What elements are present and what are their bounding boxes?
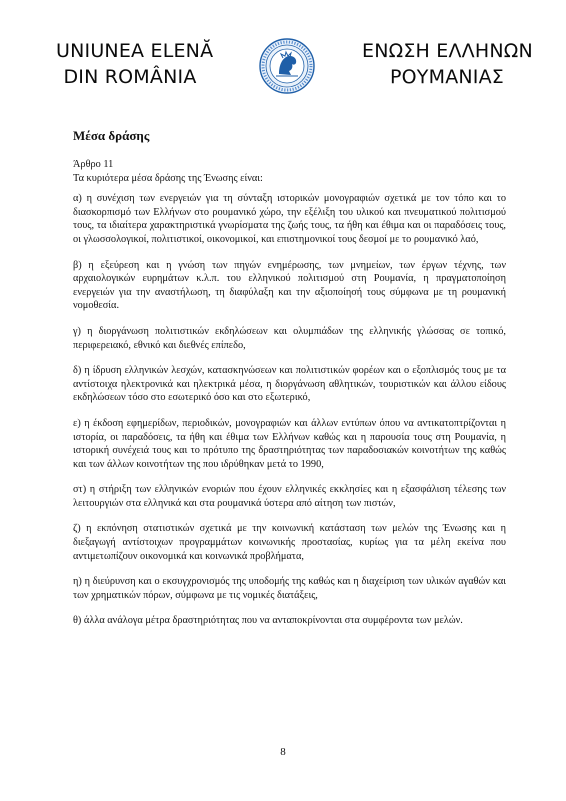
- paragraph-theta: θ) άλλα ανάλογα μέτρα δραστηριότητας που να ανταποκρίνονται στα συμφέροντα των μελών.: [73, 615, 463, 627]
- header-right-line-1: ΕΝΩΣΗ ΕΛΛΗΝΩΝ: [362, 40, 533, 62]
- paragraph-epsilon: ε) η έκδοση εφημερίδων, περιοδικών, μονογραφιών και άλλων εντύπων όπου να αντικατοπτρίζονται η ιστορία, οι παραδόσεις, τα ήθη και έθιμα των Ελλήνων καθώς και η παρουσία τους στη Ρουμανία, η ιστορική συνέχειά τους και το πρότυπο της δραστηριότητας των παραδοσιακών κοινοτήτων της καθώς και των άλλων κοινοτήτων της που ιδρύθηκαν μετά το 1990,: [73, 417, 506, 470]
- header-right-org-name: [362, 38, 532, 90]
- union-seal-icon: [259, 38, 315, 94]
- header-left-line-1: UNIUNEA ELENĂ: [56, 40, 214, 62]
- section-title: Μέσα δράσης: [73, 128, 150, 143]
- page-number: 8: [280, 746, 286, 758]
- paragraph-stigma: στ) η στήριξη των ελληνικών ενοριών που έχουν ελληνικές εκκλησίες και η εξασφάλιση τέλεσης των λειτουργιών στα ελληνικά και στα ρουμανικά ύστερα από αίτηση των πιστών,: [73, 484, 506, 509]
- header-right-line-2: ΡΟΥΜΑΝΙΑΣ: [389, 66, 505, 88]
- paragraph-delta: δ) η ίδρυση ελληνικών λεσχών, κατασκηνώσεων και πολιτιστικών φορέων και ο εξοπλισμός τους με τα αντίστοιχα ηλεκτρονικά και ηλεκτρικά μέσα, η διοργάνωση αθλητικών, τουριστικών και άλλου είδους εκδηλώσεων τόσο στο εσωτερικό όσο και στο εξωτερικό,: [73, 365, 506, 404]
- paragraph-beta: β) η εξεύρεση και η γνώση των πηγών ενημέρωσης, των μνημείων, των έργων τέχνης, των αρχαιολογικών ευρημάτων κ.λ.π. του ελληνικού πολιτισμού στη Ρουμανία, η πραγματοποίηση ενεργειών για την αναστήλωση, τη διαφύλαξη και την αξιοποίησή τους σύμφωνα με τη ρουμανική νομοθεσία.: [73, 259, 506, 312]
- paragraph-zeta: ζ) η εκπόνηση στατιστικών σχετικά με την κοινωνική κατάσταση των μελών της Ένωσης και η διεξαγωγή αντίστοιχων προγραμμάτων κοινωνικής προστασίας, κυρίως για τα μέλη εκείνα που αντιμετωπίζουν οικονομικά και κοινωνικά προβλήματα,: [73, 523, 506, 562]
- article-intro: Τα κυριότερα μέσα δράσης της Ένωσης είναι:: [73, 172, 263, 184]
- article-label: Άρθρο 11: [73, 159, 114, 170]
- paragraph-eta: η) η διεύρυνση και ο εκσυγχρονισμός της υποδομής της καθώς και η διαχείριση των υλικών αγαθών και των χρηματικών πόρων, σύμφωνα με τις νομικές διατάξεις,: [73, 576, 506, 601]
- paragraph-gamma: γ) η διοργάνωση πολιτιστικών εκδηλώσεων και ολυμπιάδων της ελληνικής γλώσσας σε τοπικό, περιφερειακό, εθνικό και διεθνές επίπεδο,: [73, 325, 506, 351]
- document-body: [73, 128, 506, 628]
- header-left-line-2: DIN ROMÂNIA: [63, 66, 197, 88]
- header-left-org-name: [56, 38, 214, 90]
- paragraph-alpha: α) η συνέχιση των ενεργειών για τη σύνταξη ιστορικών μονογραφιών σχετικά με τον τόπο και το διασκορπισμό των Ελλήνων στο ρουμανικό χώρο, την εξέλιξη του υλικού και πνευματικού πολιτισμού τους, τα ιδιαίτερα χαρακτηριστικά γνωρίσματα της ζωής τους, τα ήθη και έθιμα και οι παραδόσεις τους, οι γλωσσολογικοί, πολιτιστικοί, οικονομικοί, και επιστημονικοί τους δεσμοί με το ρουμανικό λαό,: [73, 193, 506, 245]
